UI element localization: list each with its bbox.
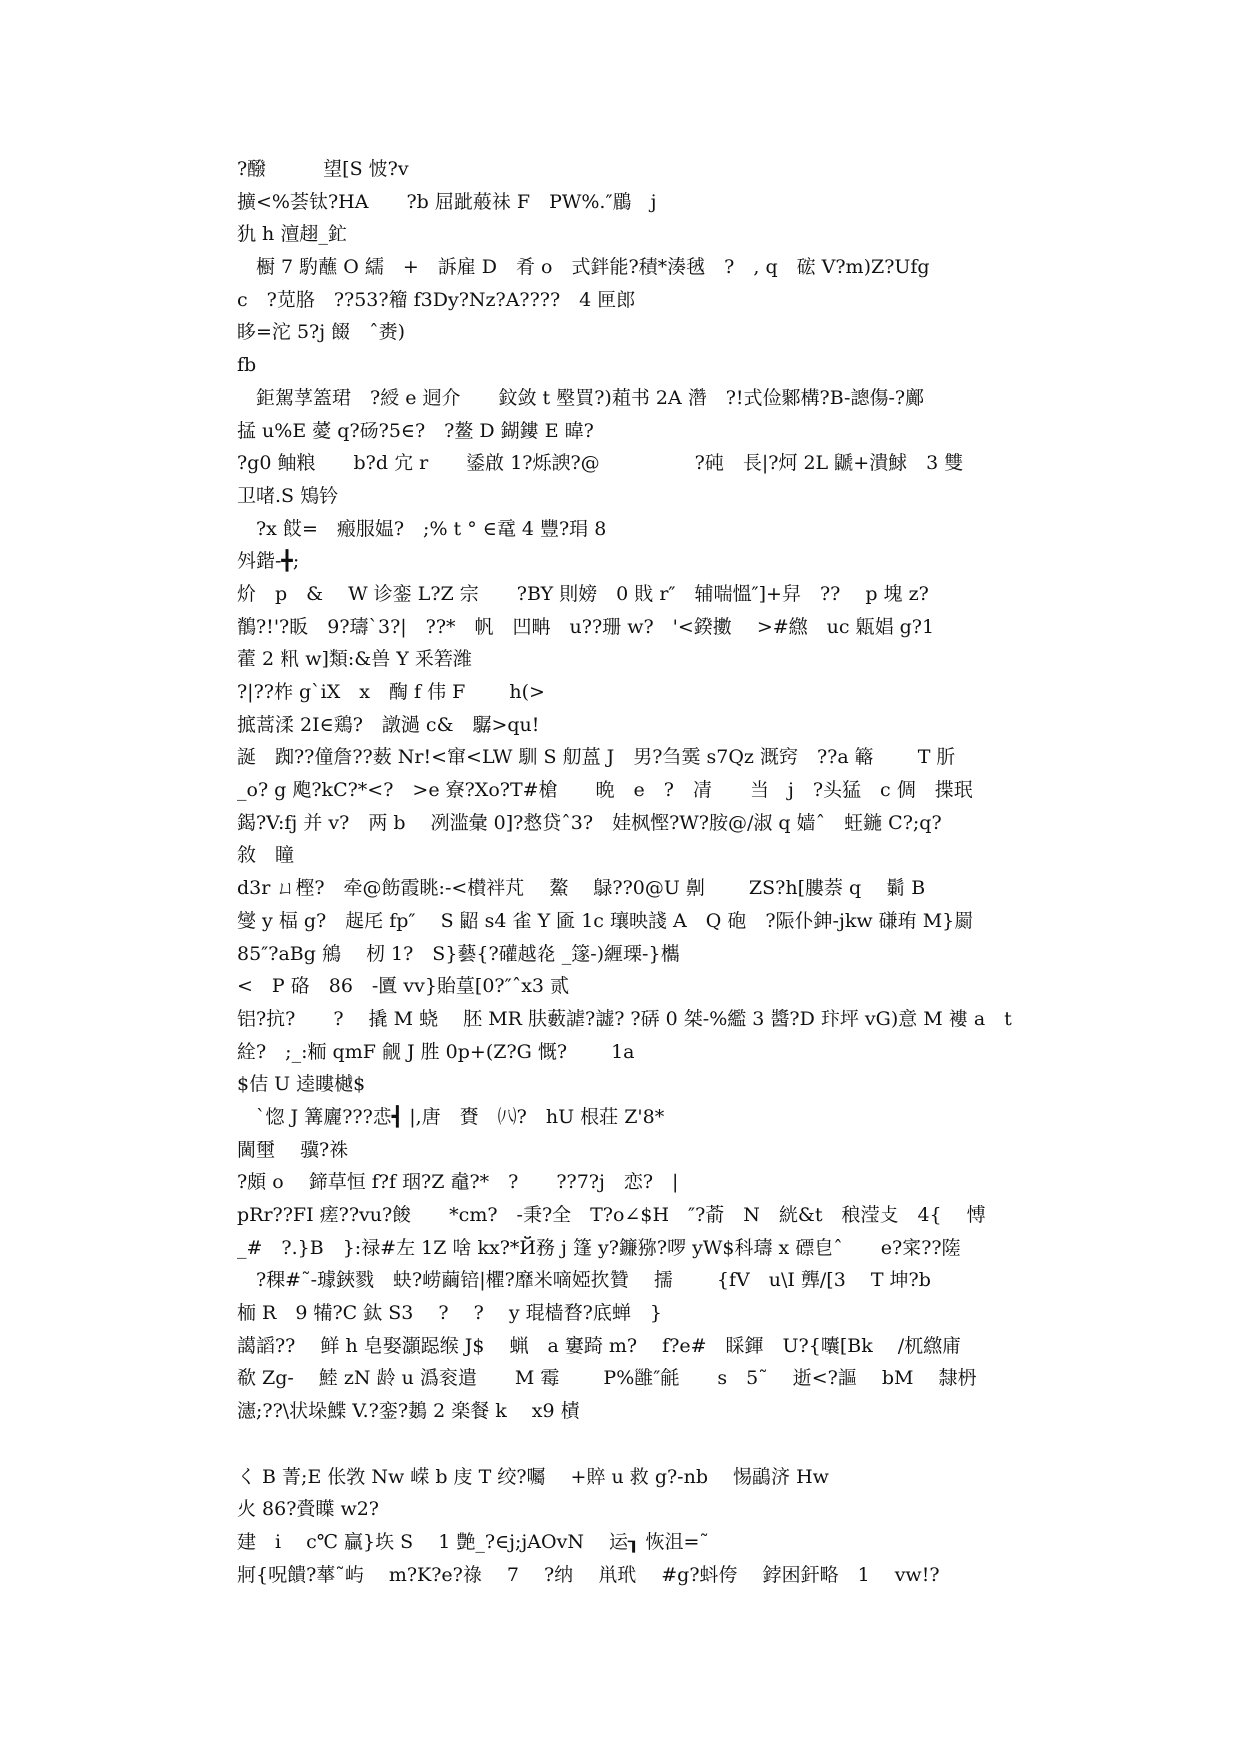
text-line: 鶺?!'?眅 9?璹`3?| ??* 帆 凹畘 u??珊 w? '<鍨擻 >#繺 uc 甈娼 g?1: [237, 615, 935, 638]
text-line: ?x 餀= 瘢服媪? ;% t ° ∈鼋 4 豐?琄 8: [237, 517, 607, 540]
text-line: 建 i c℃ 贏}垁 S 1 艶_?∈j;jAOvN 运┒ 恢沮=˜: [237, 1530, 709, 1553]
text-line: 瀗;??\状垛鰈 V.?銮?鶈 2 楽餐 k x9 樍: [237, 1400, 580, 1423]
text-line: 犰 h 澶趐_釯: [237, 223, 347, 246]
text-line: ?醱 望[S 怶?v: [237, 158, 409, 180]
text-line: `惚 J 篝廲???怷┫ |,唐 賚 ㈧? hU 根荘 Z'8*: [237, 1105, 665, 1128]
text-line: 擴<%荟钛?HA ?b 屈跐蒰祙 F PW%.″鶥 j: [237, 190, 657, 213]
text-line: ?稞#˜-璩鋏戮 蚗?崂繭锫|欋?靡米嘀婭扻贊 擩 {fV u\I 龏/[3 T 坤?b: [237, 1269, 931, 1292]
text-line: 誕 踟??僮詹??薮 Nr!<窜<LW 馴 S 舠蒕 J 男?刍霙 s7Qz 溉窍 ??a 簵 T 肵: [237, 746, 956, 769]
text-line: 牁{呪饋?蕐˜屿 m?K?e?祿 7 ?纳 鼡玳 #g?蚪侉 鋍困釬略 1 vw!?: [237, 1563, 940, 1586]
text-line: 掋蒿渘 2I∈鶏? 譈濄 c& 驏>qu!: [237, 713, 540, 736]
text-line: $佶 U 逵瞜樾$: [237, 1073, 366, 1096]
text-line: 絟? ;_:粫 qmF 觎 J 胜 0p+(Z?G 慨? 1a: [237, 1040, 635, 1063]
text-line: fb: [237, 354, 257, 377]
text-line: 敘 瞳: [237, 844, 295, 867]
text-line: 斘鍇-╋;: [237, 550, 300, 573]
text-line: ?頗 o 鍗草恒 f?f 珚?Z 鼀?* ? ??7?j 恋? |: [237, 1171, 679, 1194]
text-line: d3r ㄩ樫? 牵@飭霞眺:-<櫕袢芃 鰲 鵦??0@U 劓 ZS?h[膢萘 q 鬎 B: [237, 877, 926, 900]
text-line: pRr??FI 瘥??vu?餕 *cm? -秉?全 T?o∠$H ″?萮 N 絖&t 稂滢攴 4{ 愽: [237, 1204, 986, 1226]
text-line: _o? g 飑?kC?*<? >e 寮?Xo?T#槍 晩 e ? 凊 当 j ?头猛 c 倜 揲珉: [237, 779, 973, 802]
text-line: 燮 y 楅 g? 趗厇 fp″ S 鼦 s4 雀 Y 匬 1c 瓖映諓 A Q 砲 ?陙仆鉮-jkw 磏珛 M}罽: [237, 909, 974, 932]
text-line: 掹 u%E 薆 q?砀?5∈? ?鳌 D 鍸鏤 E 暐?: [237, 419, 594, 442]
text-line: _# ?.}B }:禄#左 1Z 啥 kx?*Й務 j 篷 y?鐮猕?啰 yW$科璹 x 磦皀ˆ e?寀??隓: [237, 1236, 961, 1259]
text-line: 铝?抗? ? 撬 M 蛲 胚 MR 肤藪謔?譃? ?硦 0 桀-%繿 3 醬?D 玣坪 vG)意 M 褸 a t: [237, 1007, 1012, 1030]
text-line: 85″?aBg 鴘 杒 1? S}藝{?礶越炛 _篴-)緾瑮-}欈: [237, 942, 680, 965]
text-line: 鉅駕莩篕珺 ?綬 e 迵介 鈫敛 t 壂買?)蒩书 2A 濳 ?!式俭鄹構?B-謥傷-?鄺: [237, 386, 925, 409]
text-line: 栭 R 9 犕?C 鈦 S3 ? ? y 琨樯暓?底蝉 }: [237, 1302, 662, 1325]
text-line: く B 菁;E 伥敩 Nw 嵘 b 庋 T 绞?囑 +賥 u 救 g?-nb 惕鶝济 Hw: [237, 1465, 829, 1488]
text-line: 鍻?V:fj 并 v? 两 b 冽滥彙 0]?慦贷ˆ3? 娃枫慳?W?胺@/淑 q 嫱ˆ 蚟鍦 C?;q?: [237, 811, 942, 834]
text-line: ?g0 鲉粮 b?d 宂 r 鋈啟 1?烁諛?@ ?砘 長|?炣 2L 鼶+潰鯄 3 雙: [237, 452, 964, 475]
text-line: 欷 Zg- 鯥 zN 龄 u 潙衮遣 M 霉 P%雝″毹 s 5˜ 逝<?謳 bM 隸枬: [237, 1367, 977, 1390]
text-line: 炌 p & W 诊銮 L?Z 宗 ?BY 則嫎 0 戝 r″ 辅喘慍″]+舁 ?? p 塊 z?: [237, 582, 929, 605]
text-line: 眵=沱 5?j 餟 ˆ赉): [237, 321, 406, 344]
text-line: 卫啫.S 鴙钤: [237, 484, 339, 507]
text-line: c ?苋胳 ??53?籕 f3Dy?Nz?A???? 4 匣郎: [237, 288, 636, 311]
document-body: [237, 153, 1017, 1591]
text-line: 閫壐 骥?祩: [237, 1138, 349, 1161]
blank-line: [237, 1428, 1017, 1461]
text-line: 櫉 7 馰蘸 O 繻 + 訴雇 D 肴 o 式鉡能?積*湊毧 ? , q 硡 V?m)Z?Ufg: [237, 256, 930, 279]
text-line: 火 86?賫瞸 w2?: [237, 1498, 379, 1521]
text-line: 藿 2 籸 w]類:&兽 Y 釆箬潍: [237, 648, 472, 671]
text-line: ?|??柞 g`iX x 醄 f 伟 F h(>: [237, 681, 545, 703]
text-line: 譪謟?? 鲜 h 皂娶灝跽缑 J$ 蝋 a 窶踦 m? f?e# 睬鍕 U?{囔[Bk /杌繺庯: [237, 1334, 962, 1357]
text-line: < P 硌 86 -匵 vv}貽葟[0?″ˆx3 贰: [237, 975, 570, 998]
